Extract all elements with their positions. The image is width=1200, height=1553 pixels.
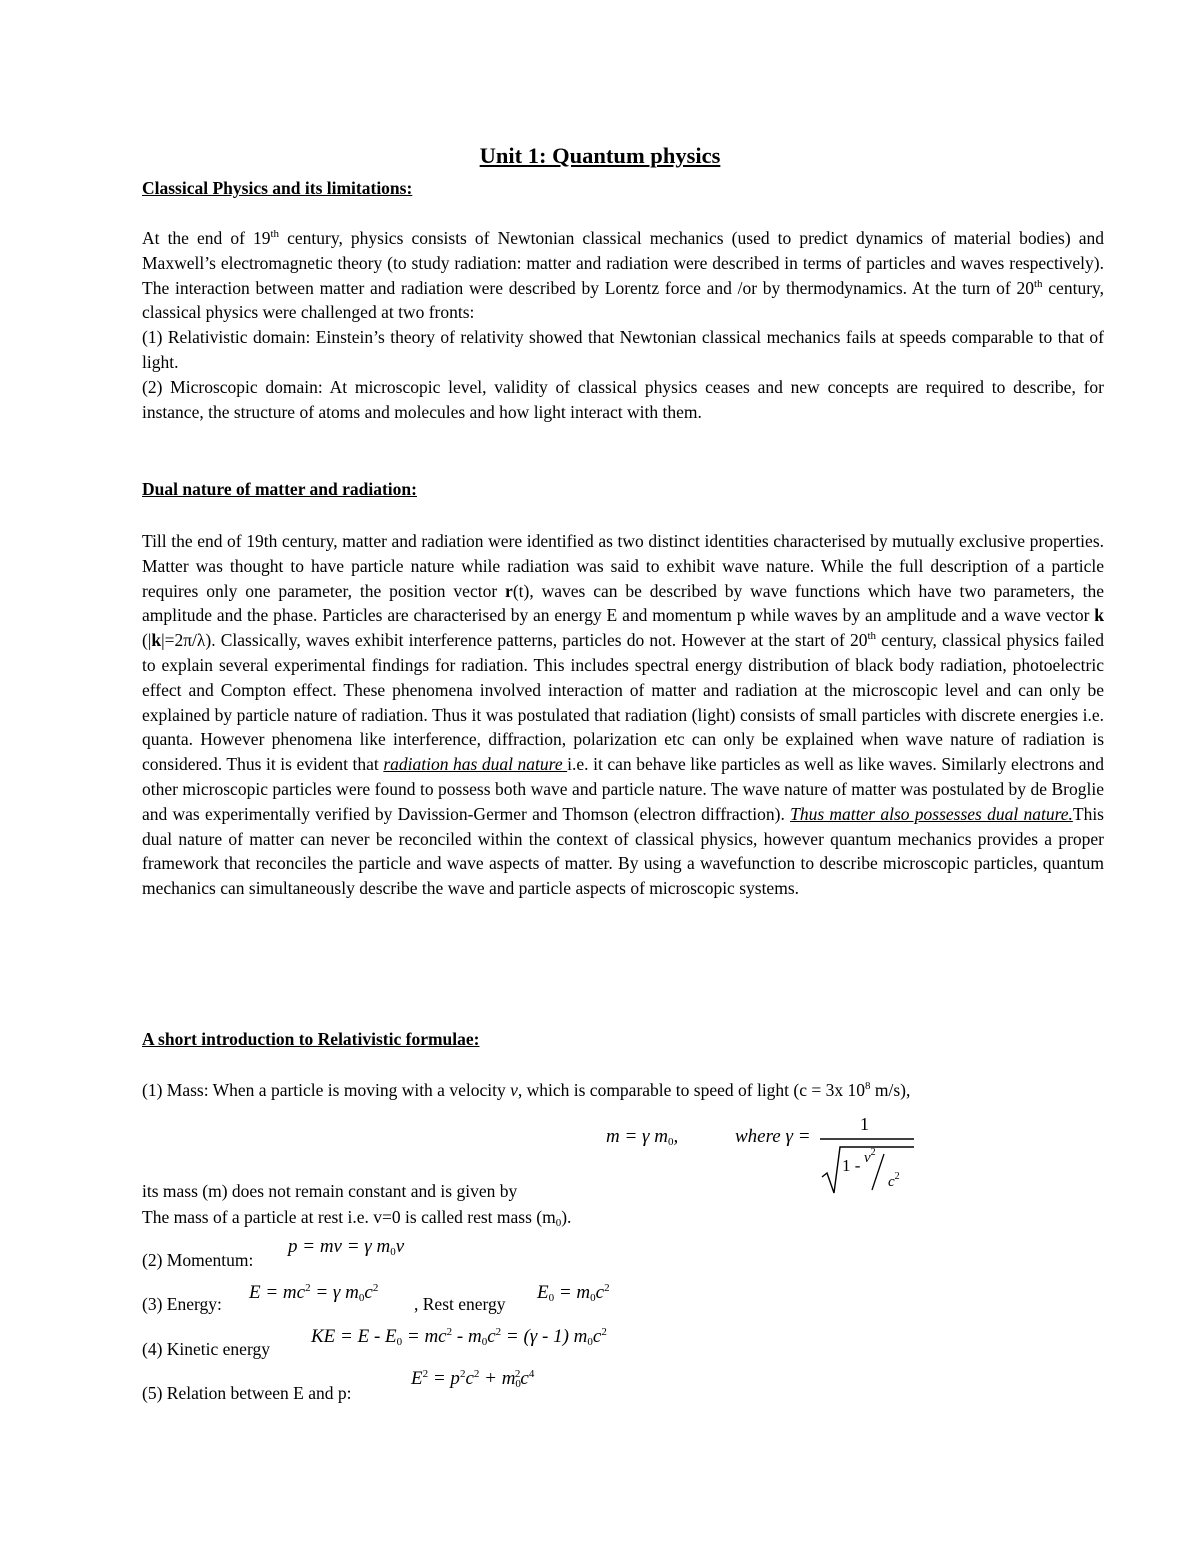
mass-formula: m = γ $m_0$, [606, 1126, 679, 1148]
energy-momentum-relation: $E^2 = p^2c^2 + m_0^2c^4$ [411, 1368, 535, 1390]
paragraph-dual-nature: Till the end of 19th century, matter and radiation were identified as two distinct identities characterised by mutually exclusive properties. Matter was thought to have particle nature while radiation was said to exhibit wave nature. While the full description of a particle requires only one parameter, the position vector r(t), waves can be described by wave functions which have two parameters, the amplitude and the phase. Particles are characterised by an energy E and momentum p while waves by an amplitude and a wave vector k (|k|=2π/λ). Classically, waves exhibit interference patterns, particles do not. However at the start of 20th century, classical physics failed to explain several experimental findings for radiation. This includes spectral energy distribution of black body radiation, photoelectric effect and Compton effect. These phenomena involved interaction of matter and radiation at the microscopic level and can only be explained by particle nature of radiation. Thus it was postulated that radiation (light) consists of small particles with discrete energies i.e. quanta. However phenomena like interference, diffraction, polarization etc can only be explained when wave nature of radiation is considered. Thus it is evident that radiation has dual nature i.e. it can behave like particles as well as like waves. Similarly electrons and other microscopic particles were found to possess both wave and particle nature. The wave nature of matter was postulated by de Broglie and was experimentally verified by Davission-Germer and Thomson (electron diffraction). Thus matter also possesses dual nature.This dual nature of matter can never be reconciled within the context of classical physics, however quantum mechanics provides a proper framework that reconciles the particle and wave aspects of matter. By using a wavefunction to describe microscopic particles, quantum mechanics can simultaneously describe the wave and particle aspects of microscopic systems. [142, 531, 1105, 899]
rest-energy-label: , Rest energy [414, 1294, 506, 1314]
kinetic-energy-formula: KE = $E - E_0 = mc^2 - m_0c^2 = (\gamma - 1)$ $m_0c^2$ [311, 1326, 607, 1348]
section-heading-relativistic-formulae: A short introduction to Relativistic formulae: [142, 1029, 480, 1049]
momentum-label: (2) Momentum: [142, 1250, 254, 1270]
paragraph-relativistic-domain: (1) Relativistic domain: Einstein’s theory of relativity showed that Newtonian classical mechanics fails at speeds comparable to that of light. [142, 327, 1104, 372]
rest-energy-formula: $E_0 = m_0c^2$ [537, 1282, 610, 1304]
mass-line: (1) Mass: When a particle is moving with a velocity v, which is comparable to speed of light (c = 3x $10^8$ m/s), [142, 1080, 911, 1100]
emphasis-matter-dual: Thus matter also possesses dual nature. [790, 803, 1073, 824]
slash-svg [868, 1150, 888, 1196]
section-heading-dual-nature: Dual nature of matter and radiation: [142, 479, 417, 499]
emphasis-radiation-dual: radiation has dual nature [383, 754, 568, 775]
paragraph-classical-intro: At the end of 19th century, physics consists of Newtonian classical mechanics (used to predict dynamics of material bodies) and Maxwell’s electromagnetic theory (to study radiation: matter and radiation were described in terms of particles and waves respectively). The interaction between matter and radiation were described by Lorentz force and /or by thermodynamics. At the turn of 20th century, classical physics were challenged at two fronts: (1) Relativistic domain: Einstein’s theory of relativity showed that Newtonian classical mechanics fails at speeds comparable to that of light. (2) Microscopic domain: At microscopic level, validity of classical physics ceases and new concepts are required to describe, for instance, the structure of atoms and molecules and how light interact with them. [142, 226, 1104, 424]
gamma-definition: where γ = [735, 1126, 811, 1147]
energy-formula: $E = mc^2 = \gamma$ $m_0c^2$ [249, 1282, 379, 1304]
mass-explanation-line: its mass (m) does not remain constant and is given by [142, 1181, 518, 1201]
gamma-v2: $v^2$ [864, 1147, 876, 1166]
rest-mass-line: The mass of a particle at rest i.e. v=0 is called rest mass $(m_0)$. [142, 1207, 572, 1229]
section-heading-classical-physics: Classical Physics and its limitations: [142, 178, 413, 198]
paragraph-microscopic-domain: (2) Microscopic domain: At microscopic level, validity of classical physics ceases and new concepts are required to describe, for instance, the structure of atoms and molecules and how light interact with them. [142, 376, 1104, 422]
gamma-c2: $c^2$ [888, 1171, 900, 1190]
relation-label: (5) Relation between E and p: [142, 1383, 352, 1403]
slash-line [872, 1154, 884, 1190]
energy-label: (3) Energy: [142, 1294, 222, 1314]
gamma-denominator-one: 1 - [842, 1156, 861, 1175]
kinetic-energy-label: (4) Kinetic energy [142, 1339, 270, 1359]
page-title: Unit 1: Quantum physics [479, 143, 721, 168]
gamma-numerator: 1 [860, 1114, 869, 1134]
momentum-formula: p = mv = γ $m_0v$ [288, 1236, 405, 1258]
